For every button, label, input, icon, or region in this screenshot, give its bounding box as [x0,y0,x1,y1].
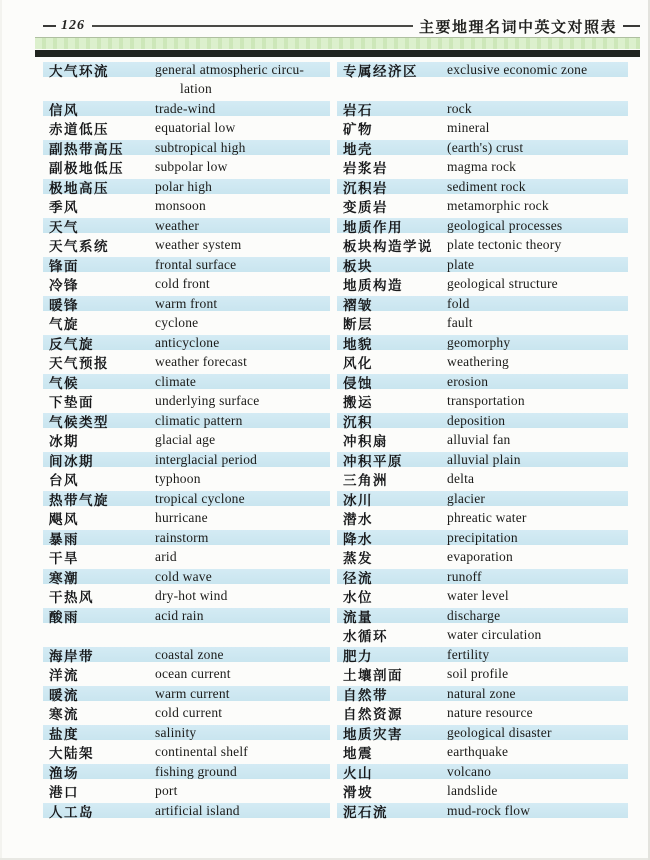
term-english: geological disaster [447,724,552,740]
glossary-row [337,528,628,548]
term-chinese: 板块 [343,258,373,274]
term-chinese: 自然资源 [343,707,403,723]
term-english: cold wave [155,568,212,584]
term-chinese: 专属经济区 [343,63,418,79]
glossary-row [337,567,628,587]
term-english: geological structure [447,276,558,292]
term-english: tropical cyclone [155,490,245,506]
glossary-row [43,431,330,451]
term-english: climate [155,373,197,389]
term-english: underlying surface [155,393,260,409]
term-english: general atmospheric circu- [155,61,305,77]
glossary-row [337,450,628,470]
term-chinese: 人工岛 [49,804,94,820]
glossary-row [43,372,330,392]
term-english: volcano [447,763,492,779]
term-english: plate tectonic theory [447,237,562,253]
term-english: arid [155,549,177,565]
term-chinese: 潜水 [343,512,373,528]
term-english: geomorphy [447,334,511,350]
term-english: alluvial plain [447,451,521,467]
glossary-row [337,665,628,685]
term-english: salinity [155,724,197,740]
term-chinese: 矿物 [343,122,373,138]
term-english: discharge [447,607,501,623]
term-chinese: 肥力 [343,648,373,664]
term-chinese: 飓风 [49,512,79,528]
glossary-row [43,99,330,119]
term-chinese: 天气 [49,219,79,235]
glossary-row [337,333,628,353]
term-english: (earth's) crust [447,139,524,155]
term-english: nature resource [447,705,533,721]
glossary-row [337,216,628,236]
term-chinese: 流量 [343,609,373,625]
term-english: frontal surface [155,256,237,272]
term-english: evaporation [447,549,513,565]
glossary-row [337,489,628,509]
term-english: continental shelf [155,744,248,760]
glossary-row [43,684,330,704]
glossary-row [337,509,628,529]
term-chinese: 断层 [343,317,373,333]
term-chinese: 反气旋 [49,336,94,352]
term-chinese: 赤道低压 [49,122,109,138]
term-english: weather system [155,237,242,253]
term-english: water circulation [447,627,542,643]
glossary-row [43,353,330,373]
term-chinese: 岩石 [343,102,373,118]
term-chinese: 地壳 [343,141,373,157]
term-chinese: 褶皱 [343,297,373,313]
term-chinese: 干热风 [49,590,94,606]
glossary-column-left [43,60,337,821]
glossary-row [43,801,330,821]
glossary-row [337,158,628,178]
term-english: climatic pattern [155,412,243,428]
glossary-row [337,704,628,724]
term-english: polar high [155,178,213,194]
glossary-row [337,743,628,763]
term-english: runoff [447,568,482,584]
header-rule [92,25,413,27]
glossary-row [337,197,628,217]
term-english: fault [447,315,473,331]
glossary-row [43,587,330,607]
glossary-row [337,275,628,295]
glossary-row [43,314,330,334]
glossary-row [43,704,330,724]
term-english: subpolar low [155,159,228,175]
glossary-row [337,645,628,665]
term-chinese: 火山 [343,765,373,781]
term-english: mud-rock flow [447,802,531,818]
term-chinese: 气旋 [49,317,79,333]
term-english: precipitation [447,529,518,545]
glossary-row [43,509,330,529]
term-english: plate [447,256,475,272]
term-english: weathering [447,354,509,370]
glossary-row [337,294,628,314]
glossary-row [43,80,330,100]
glossary-row [337,314,628,334]
term-english: cyclone [155,315,199,331]
term-english: fishing ground [155,763,237,779]
page-title: 主要地理名词中英文对照表 [418,19,617,36]
glossary-row [337,255,628,275]
glossary-row [43,197,330,217]
glossary-column-right [337,60,628,821]
glossary-row [43,236,330,256]
term-english: hurricane [155,510,208,526]
term-chinese: 侵蚀 [343,375,373,391]
term-chinese: 气候类型 [49,414,109,430]
term-english: glacier [447,490,486,506]
glossary-row [337,138,628,158]
glossary-row [43,567,330,587]
term-english: lation [180,81,212,97]
term-english: cold current [155,705,223,721]
term-english: coastal zone [155,646,224,662]
glossary-row [337,587,628,607]
term-english: trade-wind [155,100,216,116]
term-chinese: 岩浆岩 [343,161,388,177]
term-english: delta [447,471,475,487]
glossary-row [43,782,330,802]
term-english: fold [447,295,470,311]
term-english: artificial island [155,802,240,818]
term-chinese: 副极地低压 [49,161,124,177]
glossary-row [337,99,628,119]
term-english: water level [447,588,509,604]
term-chinese: 冰期 [49,434,79,450]
glossary-row [43,528,330,548]
glossary-row [337,353,628,373]
header-rule-dash-right [623,25,640,27]
term-chinese: 海岸带 [49,648,94,664]
term-chinese: 地质构造 [343,278,403,294]
term-english: erosion [447,373,489,389]
glossary-table [43,60,650,821]
term-chinese: 季风 [49,200,79,216]
glossary-row [337,177,628,197]
term-english: warm current [155,685,230,701]
term-english: metamorphic rock [447,198,549,214]
term-english: earthquake [447,744,509,760]
glossary-row [43,645,330,665]
glossary-row [337,431,628,451]
glossary-row [337,372,628,392]
term-english: geological processes [447,217,563,233]
term-chinese: 泥石流 [343,804,388,820]
term-english: transportation [447,393,525,409]
glossary-row [43,119,330,139]
glossary-row [43,60,330,80]
term-chinese: 寒潮 [49,570,79,586]
term-english: phreatic water [447,510,527,526]
term-english: landslide [447,783,498,799]
term-chinese: 沉积 [343,414,373,430]
term-chinese: 天气系统 [49,239,109,255]
glossary-row [337,606,628,626]
term-english: monsoon [155,198,206,214]
glossary-row [337,411,628,431]
term-chinese: 渔场 [49,765,79,781]
term-english: soil profile [447,666,509,682]
glossary-row [43,762,330,782]
term-chinese: 沉积岩 [343,180,388,196]
term-chinese: 降水 [343,531,373,547]
term-chinese: 暖锋 [49,297,79,313]
glossary-row [337,782,628,802]
term-chinese: 暖流 [49,687,79,703]
term-english: anticyclone [155,334,220,350]
term-english: port [155,783,178,799]
term-chinese: 台风 [49,473,79,489]
glossary-row [337,723,628,743]
term-chinese: 副热带高压 [49,141,124,157]
row-spacer [43,626,330,646]
term-english: subtropical high [155,139,246,155]
term-chinese: 冲积平原 [343,453,403,469]
term-chinese: 酸雨 [49,609,79,625]
glossary-row [337,119,628,139]
glossary-row [337,626,628,646]
term-chinese: 下垫面 [49,395,94,411]
term-chinese: 干旱 [49,551,79,567]
term-english: magma rock [447,159,517,175]
term-chinese: 寒流 [49,707,79,723]
term-chinese: 滑坡 [343,785,373,801]
term-chinese: 地质作用 [343,219,403,235]
term-english: deposition [447,412,506,428]
term-chinese: 暴雨 [49,531,79,547]
term-english: alluvial fan [447,432,511,448]
glossary-row [337,236,628,256]
glossary-row [43,743,330,763]
term-english: fertility [447,646,490,662]
glossary-row [43,548,330,568]
term-chinese: 地质灾害 [343,726,403,742]
term-chinese: 港口 [49,785,79,801]
term-english: exclusive economic zone [447,61,588,77]
glossary-row [43,411,330,431]
glossary-row [337,392,628,412]
term-chinese: 信风 [49,102,79,118]
glossary-row [43,275,330,295]
header-dark-bar [35,50,640,57]
term-chinese: 板块构造学说 [343,239,433,255]
term-chinese: 变质岩 [343,200,388,216]
glossary-row [43,333,330,353]
page-number: 126 [61,18,85,33]
glossary-row [43,489,330,509]
term-chinese: 土壤剖面 [343,668,403,684]
term-english: natural zone [447,685,516,701]
glossary-row [43,392,330,412]
term-english: typhoon [155,471,201,487]
term-english: cold front [155,276,210,292]
term-chinese: 三角洲 [343,473,388,489]
term-chinese: 锋面 [49,258,79,274]
glossary-row [43,723,330,743]
term-english: rainstorm [155,529,209,545]
term-chinese: 间冰期 [49,453,94,469]
glossary-row [337,762,628,782]
term-chinese: 气候 [49,375,79,391]
glossary-row [337,684,628,704]
term-chinese: 水循环 [343,629,388,645]
header-rule-dash-left [43,25,56,27]
term-chinese: 盐度 [49,726,79,742]
glossary-row [43,216,330,236]
term-chinese: 大陆架 [49,746,94,762]
term-chinese: 冰川 [343,492,373,508]
term-chinese: 洋流 [49,668,79,684]
term-chinese: 自然带 [343,687,388,703]
term-chinese: 搬运 [343,395,373,411]
term-english: mineral [447,120,490,136]
glossary-row [43,450,330,470]
glossary-row [43,470,330,490]
term-english: warm front [155,295,218,311]
term-english: acid rain [155,607,204,623]
term-english: interglacial period [155,451,258,467]
glossary-row [337,470,628,490]
term-chinese: 极地高压 [49,180,109,196]
row-spacer [337,80,628,100]
glossary-row [43,606,330,626]
term-english: dry-hot wind [155,588,228,604]
term-english: weather [155,217,200,233]
glossary-row [337,60,628,80]
term-english: glacial age [155,432,216,448]
term-chinese: 地貌 [343,336,373,352]
term-english: ocean current [155,666,231,682]
header-green-band [35,37,640,49]
glossary-row [43,255,330,275]
glossary-row [43,158,330,178]
glossary-row [43,665,330,685]
glossary-row [337,801,628,821]
term-english: weather forecast [155,354,248,370]
term-chinese: 水位 [343,590,373,606]
term-chinese: 蒸发 [343,551,373,567]
term-chinese: 径流 [343,570,373,586]
term-english: equatorial low [155,120,236,136]
page-header [43,15,640,37]
term-chinese: 地震 [343,746,373,762]
glossary-row [43,177,330,197]
term-english: sediment rock [447,178,526,194]
term-chinese: 天气预报 [49,356,109,372]
glossary-row [43,138,330,158]
glossary-row [43,294,330,314]
term-chinese: 大气环流 [49,63,109,79]
term-chinese: 冲积扇 [343,434,388,450]
term-chinese: 风化 [343,356,373,372]
glossary-row [337,548,628,568]
term-chinese: 冷锋 [49,278,79,294]
term-chinese: 热带气旋 [49,492,109,508]
term-english: rock [447,100,472,116]
